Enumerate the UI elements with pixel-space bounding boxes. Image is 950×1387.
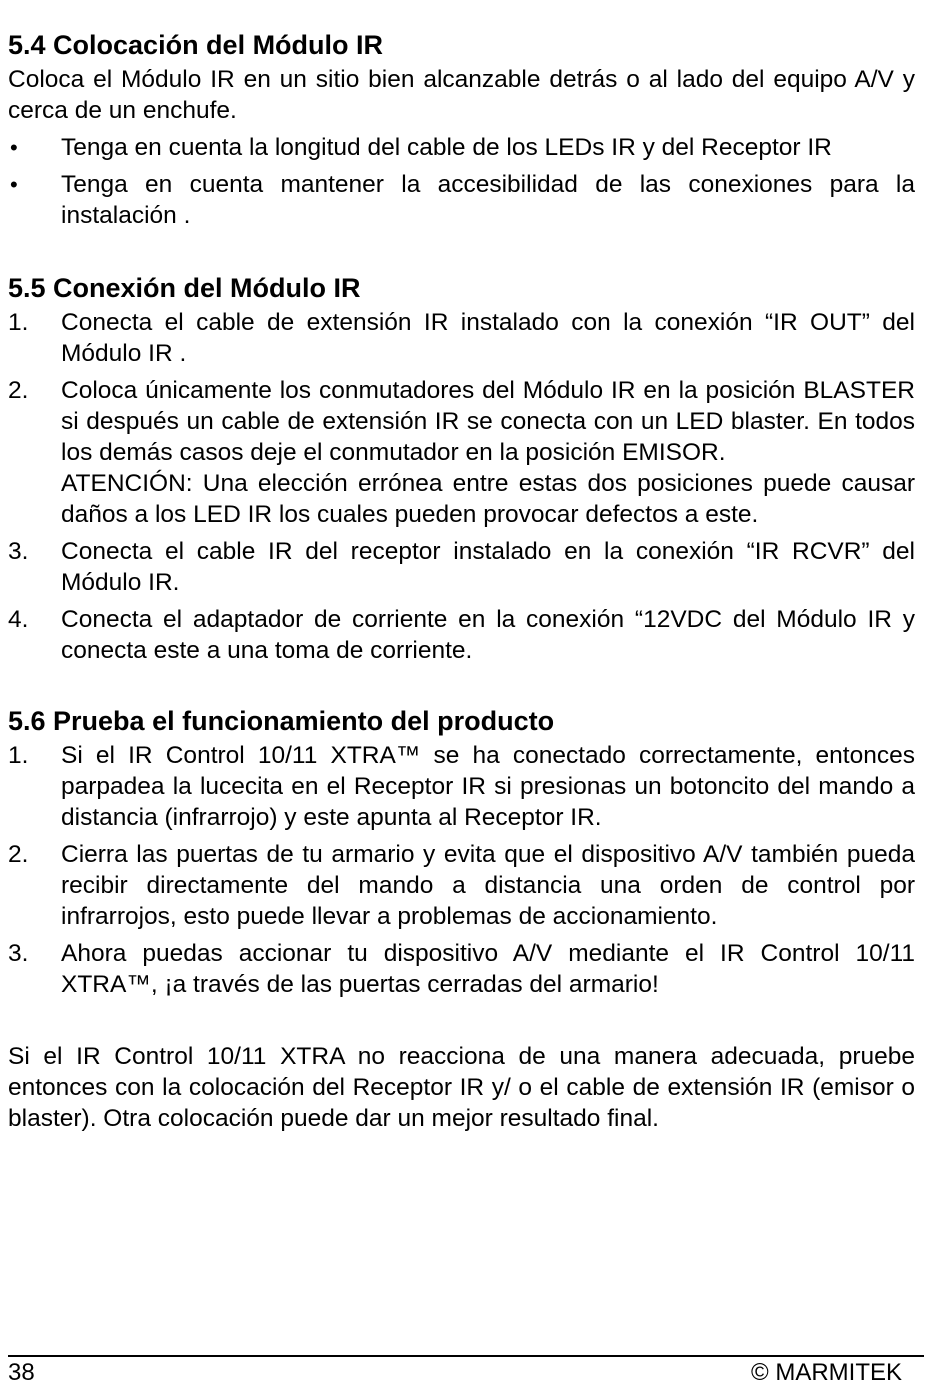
list-number: 2. (8, 377, 29, 404)
list-number: 3. (8, 940, 29, 967)
section-5-4-heading: 5.4 Colocación del Módulo IR (8, 30, 384, 60)
section-5-4-bullets (8, 132, 915, 231)
list-text: Conecta el cable IR del receptor instalado en la conexión “IR RCVR” del Módulo IR. (61, 538, 915, 596)
bullet-item (8, 132, 915, 163)
section-5-5-list (8, 307, 915, 666)
list-number: 3. (8, 538, 29, 565)
page-number: 38 (8, 1359, 35, 1386)
section-5-5-heading: 5.5 Conexión del Módulo IR (8, 273, 361, 303)
list-text: Coloca únicamente los conmutadores del Módulo IR en la posición BLASTER si después un cable de extensión IR se conecta con un LED blaster. En todos los demás casos deje el conmutador en la posición EMISOR. (61, 377, 915, 466)
list-item (8, 839, 915, 932)
list-number: 2. (8, 841, 29, 868)
list-number: 1. (8, 742, 29, 769)
page-content (8, 28, 915, 1134)
section-5-4-intro: Coloca el Módulo IR en un sitio bien alcanzable detrás o al lado del equipo A/V y cerca de un enchufe. (8, 66, 915, 124)
list-text: Conecta el cable de extensión IR instalado con la conexión “IR OUT” del Módulo IR . (61, 309, 915, 367)
list-text: Si el IR Control 10/11 XTRA™ se ha conectado correctamente, entonces parpadea la lucecita en el Receptor IR si presionas un botoncito del mando a distancia (infrarrojo) y este apunta al Receptor IR. (61, 742, 915, 831)
list-item (8, 938, 915, 1000)
list-number: 1. (8, 309, 29, 336)
list-item (8, 375, 915, 530)
list-text: Cierra las puertas de tu armario y evita que el dispositivo A/V también pueda recibir directamente del mando a distancia una orden de control por infrarrojos, esto puede llevar a problemas de accionamiento. (61, 841, 915, 930)
bullet-text: Tenga en cuenta mantener la accesibilidad de las conexiones para la instalación . (61, 171, 915, 229)
list-text: Conecta el adaptador de corriente en la conexión “12VDC del Módulo IR y conecta este a una toma de corriente. (61, 606, 915, 664)
list-item (8, 536, 915, 598)
brand-name: © MARMITEK (750, 1359, 902, 1386)
section-5-6-heading: 5.6 Prueba el funcionamiento del producto (8, 706, 555, 736)
list-note: ATENCIÓN: Una elección errónea entre estas dos posiciones puede causar daños a los LED IR los cuales pueden provocar defectos a este. (61, 470, 915, 528)
bullet-text: Tenga en cuenta la longitud del cable de los LEDs IR y del Receptor IR (61, 134, 832, 161)
section-5-6-list (8, 740, 915, 1000)
list-item (8, 307, 915, 369)
footer-divider (8, 1355, 924, 1357)
list-text: Ahora puedas accionar tu dispositivo A/V mediante el IR Control 10/11 XTRA™, ¡a través de las puertas cerradas del armario! (61, 940, 915, 998)
list-number: 4. (8, 606, 29, 633)
bullet-icon: • (10, 135, 18, 160)
closing-paragraph: Si el IR Control 10/11 XTRA no reacciona de una manera adecuada, pruebe entonces con la colocación del Receptor IR y/ o el cable de extensión IR (emisor o blaster). Otra colocación puede dar un mejor resultado final. (8, 1043, 915, 1132)
bullet-item (8, 169, 915, 231)
list-item (8, 740, 915, 833)
list-item (8, 604, 915, 666)
bullet-icon: • (10, 172, 18, 197)
